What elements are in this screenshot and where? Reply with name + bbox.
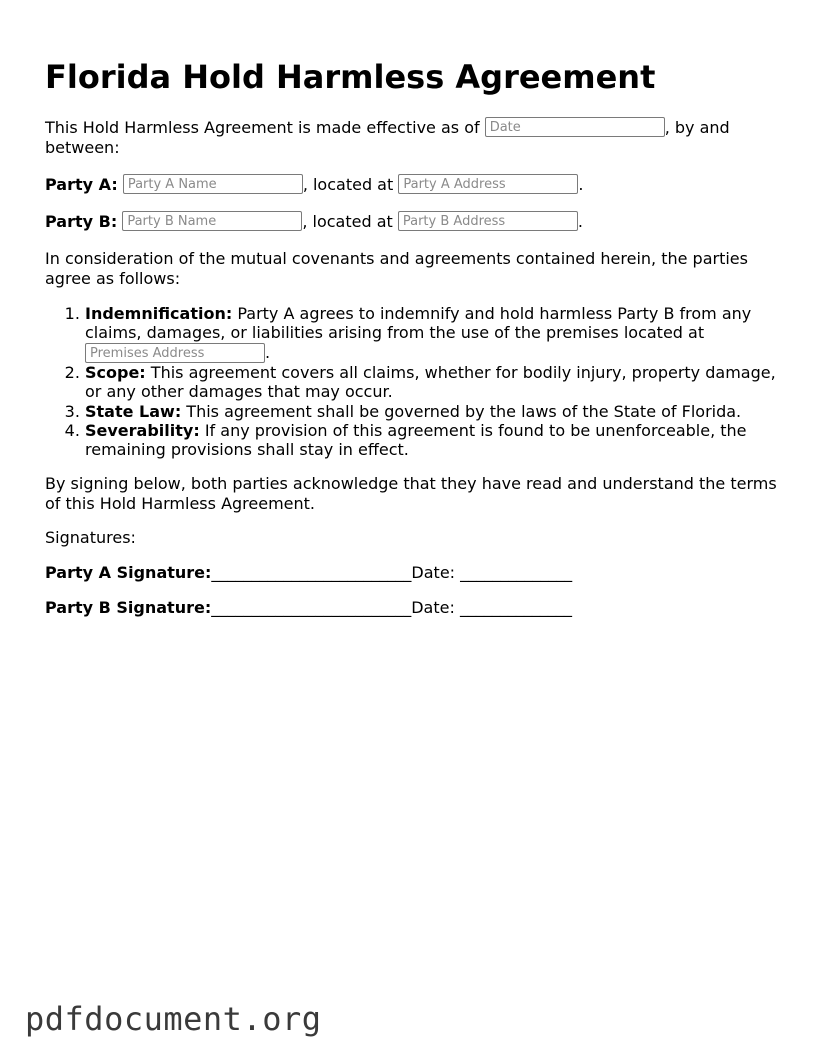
clause-heading: Severability: [85, 420, 200, 440]
clause-text: This agreement shall be governed by the laws of the State of Florida. [181, 401, 742, 421]
signatures-label: Signatures: [45, 528, 136, 547]
party-b-date-label: Date: [411, 598, 460, 617]
clauses-list-wrap [45, 304, 780, 460]
party-b-address-field[interactable] [398, 211, 578, 231]
intro-text-before: This Hold Harmless Agreement is made effective as of [45, 118, 485, 137]
party-a-signature-label: Party A Signature: [45, 563, 212, 582]
party-b-date-blank[interactable]: ______________ [459, 598, 572, 617]
acknowledge-paragraph: By signing below, both parties acknowledge that they have read and understand the terms of this Hold Harmless Agreement. [45, 474, 777, 513]
party-b-end: . [577, 212, 583, 231]
clause-severability [85, 421, 780, 460]
clause-text: If any provision of this agreement is found to be unenforceable, the remaining provisions shall stay in effect. [85, 420, 747, 460]
party-b-label: Party B: [45, 212, 118, 231]
party-b-name-field[interactable] [122, 211, 302, 231]
clause-end: . [265, 342, 271, 362]
party-a-name-field[interactable] [123, 174, 303, 194]
intro-text-after: , by and between: [45, 118, 730, 157]
effective-date-field[interactable] [485, 117, 665, 137]
premises-address-field[interactable] [85, 343, 265, 363]
clauses-list [45, 304, 780, 460]
party-a-date-label: Date: [411, 563, 461, 582]
clause-state-law [85, 402, 780, 421]
party-a-date-blank[interactable]: ______________ [460, 563, 573, 582]
clause-scope [85, 363, 780, 402]
party-a-located-text: , located at [302, 175, 399, 194]
footer-watermark: pdfdocument.org [25, 1000, 322, 1038]
party-b-signature-line [45, 598, 780, 618]
party-b-signature-blank[interactable]: _________________________ [211, 598, 412, 617]
clause-heading: State Law: [85, 401, 182, 421]
party-b-located-text: , located at [302, 212, 398, 231]
intro-paragraph [45, 118, 780, 158]
clause-heading: Indemnification: [85, 304, 233, 323]
party-a-end: . [578, 175, 584, 194]
party-b-line [45, 212, 780, 232]
clause-indemnification [85, 304, 780, 363]
consideration-paragraph: In consideration of the mutual covenants and agreements contained herein, the parties agree as follows: [45, 249, 748, 288]
clause-heading: Scope: [85, 363, 146, 383]
party-b-signature-label: Party B Signature: [45, 598, 212, 617]
party-a-signature-blank[interactable]: _________________________ [211, 563, 412, 582]
party-a-address-field[interactable] [398, 174, 578, 194]
clause-text: Party A agrees to indemnify and hold harmless Party B from any claims, damages, or liabilities arising from the use of the premises located at [85, 304, 752, 343]
clause-text: This agreement covers all claims, whether for bodily injury, property damage, or any other damages that may occur. [85, 363, 776, 402]
party-a-label: Party A: [45, 175, 118, 194]
page-title: Florida Hold Harmless Agreement [45, 58, 656, 96]
party-a-line [45, 175, 780, 195]
party-a-signature-line [45, 563, 780, 583]
